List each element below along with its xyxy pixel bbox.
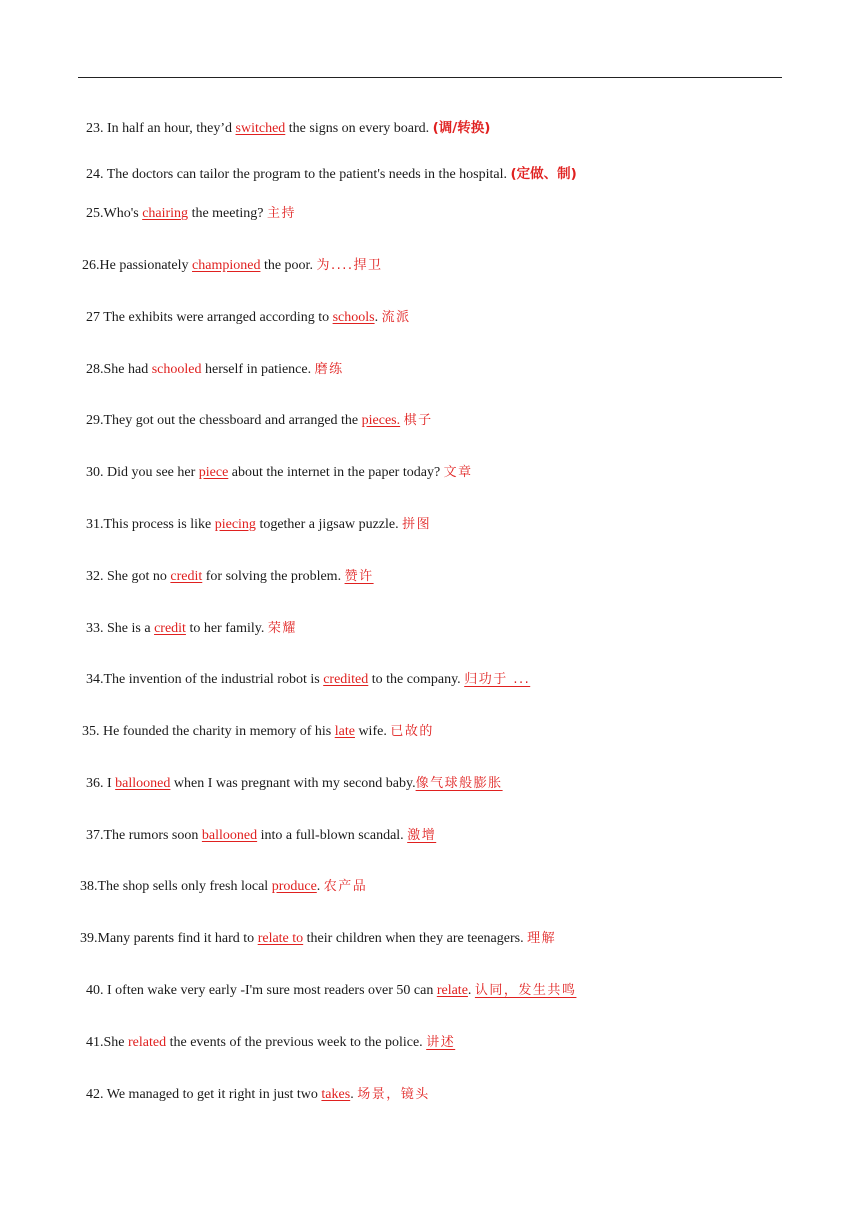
sentence-30 xyxy=(86,464,473,482)
sentence-text: the events of the previous week to the police. xyxy=(166,1035,427,1050)
chinese-gloss: 像气球般膨胀 xyxy=(415,776,503,791)
sentence-text: to the company. xyxy=(368,672,465,687)
sentence-24 xyxy=(86,165,577,184)
sentence-29 xyxy=(86,412,433,430)
chinese-gloss: 赞许 xyxy=(344,569,374,584)
sentence-text: 38.The shop sells only fresh local xyxy=(80,879,272,894)
sentence-text: 41.She xyxy=(86,1035,128,1050)
sentence-28 xyxy=(86,361,344,379)
sentence-42 xyxy=(86,1086,430,1104)
header-rule xyxy=(78,77,782,78)
sentence-text: 34.The invention of the industrial robot is xyxy=(86,672,324,687)
chinese-gloss: 为....捍卫 xyxy=(316,258,383,273)
answer-word: schools xyxy=(332,310,375,325)
chinese-gloss: (定做、制) xyxy=(510,166,577,182)
sentence-text: to her family. xyxy=(185,621,268,636)
sentence-38 xyxy=(80,878,367,896)
chinese-gloss: 场景，镜头 xyxy=(357,1087,430,1102)
answer-word: chairing xyxy=(142,206,189,221)
chinese-gloss: 磨练 xyxy=(314,362,344,377)
answer-word: late xyxy=(334,724,355,739)
answer-word: pieces. xyxy=(361,413,401,428)
sentence-27 xyxy=(86,309,411,327)
sentence-37 xyxy=(86,827,436,845)
sentence-text: when I was pregnant with my second baby. xyxy=(170,776,416,791)
sentence-34 xyxy=(86,671,530,689)
sentence-text: 39.Many parents find it hard to xyxy=(80,931,258,946)
sentence-25 xyxy=(86,205,296,223)
sentence-text: 32. She got no xyxy=(86,569,171,584)
chinese-gloss: 理解 xyxy=(527,931,557,946)
chinese-gloss: 文章 xyxy=(443,465,473,480)
chinese-gloss: 拼图 xyxy=(402,517,432,532)
answer-word: piece xyxy=(198,465,229,480)
sentence-text: . xyxy=(316,879,324,894)
sentence-41 xyxy=(86,1034,455,1052)
sentence-text: together a jigsaw puzzle. xyxy=(255,517,403,532)
chinese-gloss: 认同，发生共鸣 xyxy=(474,983,577,998)
sentence-text: 26.He passionately xyxy=(82,258,193,273)
answer-word: relate to xyxy=(257,931,304,946)
sentence-text: . xyxy=(350,1087,358,1102)
sentence-text: the signs on every board. xyxy=(285,121,433,136)
sentence-text: 37.The rumors soon xyxy=(86,828,202,843)
sentence-text: wife. xyxy=(354,724,391,739)
sentence-text: 40. I often wake very early -I'm sure most readers over 50 can xyxy=(86,983,437,998)
answer-word: ballooned xyxy=(115,776,171,791)
sentence-text: 28.She had xyxy=(86,362,152,377)
sentence-39 xyxy=(80,930,556,948)
answer-word: credited xyxy=(323,672,369,687)
sentence-text: 23. In half an hour, they’d xyxy=(86,121,236,136)
answer-word: takes xyxy=(321,1087,351,1102)
answer-word: credit xyxy=(154,621,186,636)
answer-word: related xyxy=(128,1035,167,1050)
sentence-text: . xyxy=(374,310,382,325)
answer-word: ballooned xyxy=(201,828,258,843)
sentence-text: into a full-blown scandal. xyxy=(257,828,408,843)
answer-word: schooled xyxy=(151,362,202,377)
answer-word: switched xyxy=(235,121,286,136)
chinese-gloss: 归功于 ... xyxy=(464,672,531,687)
sentence-text: 27 The exhibits were arranged according to xyxy=(86,310,333,325)
sentence-text: . xyxy=(467,983,475,998)
sentence-text: their children when they are teenagers. xyxy=(303,931,528,946)
sentence-text: 36. I xyxy=(86,776,116,791)
chinese-gloss: 已故的 xyxy=(390,724,434,739)
sentence-text: 29.They got out the chessboard and arranged the xyxy=(86,413,362,428)
chinese-gloss: 棋子 xyxy=(403,413,433,428)
sentence-text: 42. We managed to get it right in just two xyxy=(86,1087,322,1102)
sentence-35 xyxy=(82,723,434,741)
chinese-gloss: 荣耀 xyxy=(267,621,297,636)
sentence-text: for solving the problem. xyxy=(202,569,345,584)
sentence-33 xyxy=(86,620,297,638)
sentence-text: about the internet in the paper today? xyxy=(228,465,444,480)
sentence-text: 33. She is a xyxy=(86,621,155,636)
sentence-text: 25.Who's xyxy=(86,206,143,221)
sentence-text: the meeting? xyxy=(188,206,267,221)
sentence-text: 31.This process is like xyxy=(86,517,215,532)
sentence-40 xyxy=(86,982,576,1000)
chinese-gloss: (调/转换) xyxy=(432,120,491,136)
answer-word: piecing xyxy=(214,517,256,532)
sentence-text: 24. The doctors can tailor the program to the patient's needs in the hospital. xyxy=(86,167,511,182)
answer-word: relate xyxy=(436,983,468,998)
sentence-32 xyxy=(86,568,374,586)
answer-word: championed xyxy=(192,258,261,273)
answer-word: produce xyxy=(271,879,317,894)
chinese-gloss: 农产品 xyxy=(323,879,368,894)
answer-word: credit xyxy=(170,569,203,584)
sentence-31 xyxy=(86,516,431,534)
sentence-text: 30. Did you see her xyxy=(86,465,199,480)
sentence-23 xyxy=(86,119,490,138)
chinese-gloss: 流派 xyxy=(381,310,411,325)
chinese-gloss: 激增 xyxy=(407,828,437,843)
sentence-text: 35. He founded the charity in memory of his xyxy=(82,724,335,739)
chinese-gloss: 主持 xyxy=(266,206,296,221)
chinese-gloss: 讲述 xyxy=(426,1035,456,1050)
sentence-text: herself in patience. xyxy=(201,362,315,377)
sentence-26 xyxy=(82,257,382,275)
sentence-36 xyxy=(86,775,503,793)
sentence-text: the poor. xyxy=(260,258,317,273)
